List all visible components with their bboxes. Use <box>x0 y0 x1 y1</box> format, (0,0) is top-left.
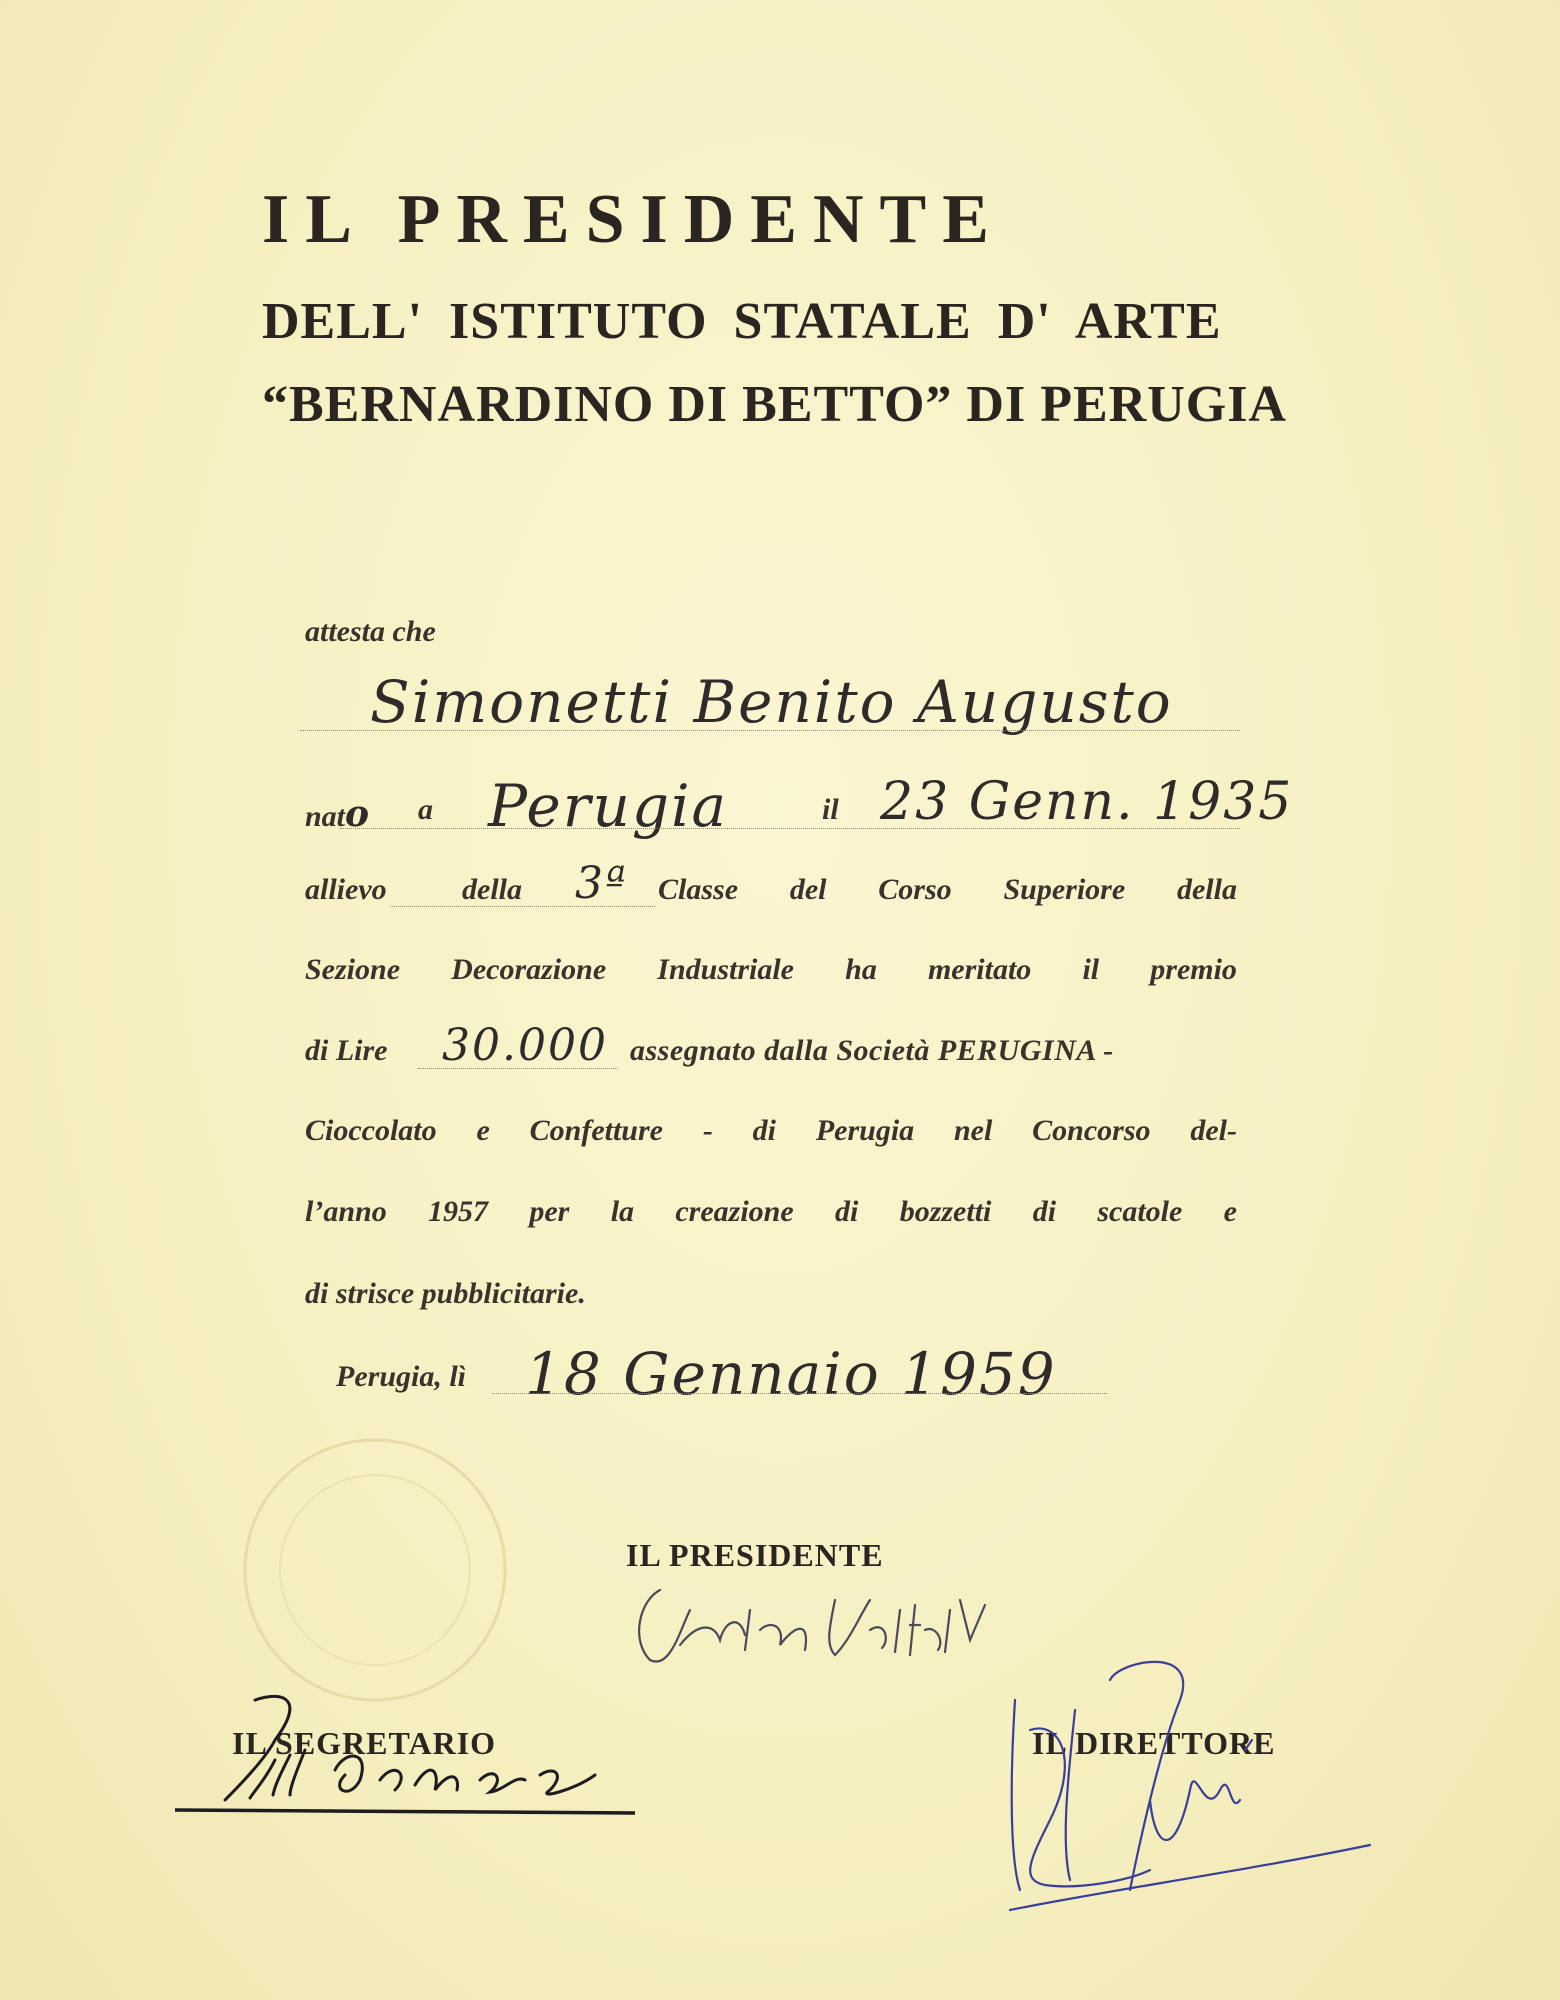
word: di <box>752 1114 776 1147</box>
issue-date: 18 Gennaio 1959 <box>525 1340 1057 1408</box>
della-label: della <box>462 873 522 906</box>
recipient-name: Simonetti Benito Augusto <box>370 668 1173 736</box>
header-institute: DELL' ISTITUTO STATALE D' ARTE <box>262 293 1222 350</box>
word: di <box>835 1195 859 1228</box>
a-label: a <box>418 793 433 826</box>
header-institute-name: “BERNARDINO DI BETTO” DI PERUGIA <box>262 376 1287 433</box>
class-number: 3ª <box>575 858 628 909</box>
allievo-label: allievo <box>305 873 387 906</box>
body-line-4 <box>305 953 1237 987</box>
di-lire-label: di Lire <box>305 1034 388 1067</box>
director-signature <box>990 1640 1410 1940</box>
amount-rule <box>418 1068 618 1069</box>
birth-rule <box>340 828 1240 829</box>
word: la <box>610 1195 635 1228</box>
word: creazione <box>675 1195 794 1228</box>
prize-amount: 30.000 <box>442 1020 608 1071</box>
word: Decorazione <box>451 953 607 986</box>
word: e <box>1223 1195 1237 1228</box>
president-signature <box>620 1570 1040 1680</box>
word: per <box>529 1195 570 1228</box>
word: Industriale <box>657 953 794 986</box>
word: 1957 <box>428 1195 489 1228</box>
word: nel <box>954 1114 993 1147</box>
body-line-8: di strisce pubblicitarie. <box>305 1277 586 1310</box>
header-title: IL PRESIDENTE <box>262 181 1005 258</box>
word: della <box>1176 873 1237 906</box>
word: Classe <box>658 873 739 906</box>
word: bozzetti <box>899 1195 992 1228</box>
name-rule <box>300 730 1240 731</box>
director-title: IL DIRETTORE <box>1032 1725 1276 1761</box>
embossed-seal <box>225 1420 525 1720</box>
word: Superiore <box>1003 873 1126 906</box>
word: Confetture <box>529 1114 663 1147</box>
word: del- <box>1190 1114 1237 1147</box>
word: di <box>1032 1195 1057 1228</box>
class-rule <box>390 906 655 907</box>
word: Perugia <box>815 1114 915 1147</box>
body-line-3 <box>658 873 1237 907</box>
body-line-5: assegnato dalla Società PERUGINA - <box>630 1034 1114 1067</box>
word: del <box>789 873 827 906</box>
word: l’anno <box>305 1195 387 1228</box>
word: scatole <box>1097 1195 1183 1228</box>
body-line-7 <box>305 1195 1237 1229</box>
attesta-label: attesta che <box>305 615 436 648</box>
word: meritato <box>927 953 1032 986</box>
birthdate: 23 Genn. 1935 <box>880 772 1294 832</box>
secretary-signature <box>195 1680 655 1830</box>
place-date-label: Perugia, lì <box>336 1360 467 1393</box>
birthplace: Perugia <box>488 772 729 840</box>
word: Cioccolato <box>305 1114 437 1147</box>
word: premio <box>1150 953 1237 986</box>
word: ha <box>845 953 877 986</box>
date-rule <box>492 1393 1107 1394</box>
secretary-title: IL SEGRETARIO <box>232 1725 497 1761</box>
word: Sezione <box>305 953 401 986</box>
word: - <box>702 1114 713 1147</box>
nato-label-text: nat <box>305 800 346 833</box>
word: Corso <box>878 873 952 906</box>
nato-suffix: o <box>345 793 372 835</box>
president-title: IL PRESIDENTE <box>626 1537 884 1573</box>
word: il <box>1082 953 1100 986</box>
word: e <box>476 1114 490 1147</box>
il-label: il <box>822 793 839 826</box>
word: Concorso <box>1032 1114 1151 1147</box>
body-line-6 <box>305 1114 1237 1148</box>
